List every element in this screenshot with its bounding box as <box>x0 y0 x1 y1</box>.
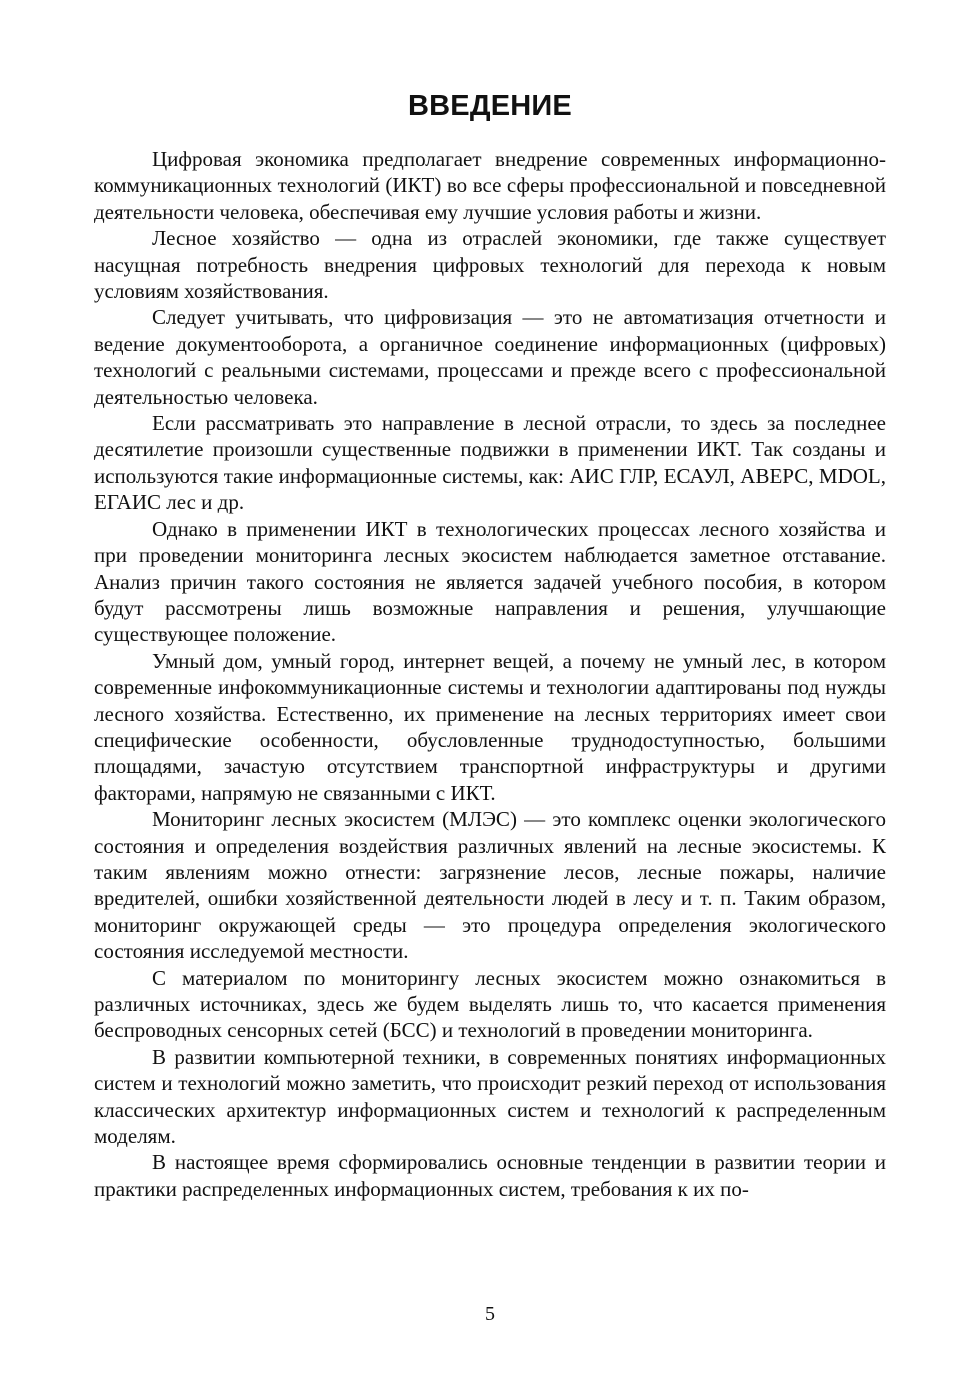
paragraph: Умный дом, умный город, интернет вещей, а почему не умный лес, в котором современные инфокоммуникационные системы и технологии адаптированы под нужды лесного хозяйства. Естественно, их применение на лесных территориях имеет свои специфические особенности, обусловленные труднодоступностью, большими площадями, зачастую отсутствием транспортной инфраструктуры и другими факторами, напрямую не связанными с ИКТ. <box>94 648 886 805</box>
paragraph: Цифровая экономика предполагает внедрение современных информационно-коммуникационных технологий (ИКТ) во все сферы профессиональной и повседневной деятельности человека, обеспечивая ему лучшие условия работы и жизни. <box>94 147 886 224</box>
paragraph: С материалом по мониторингу лесных экосистем можно ознакомиться в различных источниках, здесь же будем выделять лишь то, что касается применения беспроводных сенсорных сетей (БСС) и технологий в проведении мониторинга. <box>94 965 886 1043</box>
paragraph-last: В настоящее время сформировались основные тенденции в развитии теории и практики распределенных информационных систем, требования к их по- <box>94 1150 886 1201</box>
body-text <box>94 146 886 1202</box>
paragraph: Мониторинг лесных экосистем (МЛЭС) — это комплекс оценки экологического состояния и определения воздействия различных явлений на лесные экосистемы. К таким явлениям можно отнести: загрязнение лесов, лесные пожары, наличие вредителей, ошибки хозяйственной деятельности людей в лесу и т. п. Таким образом, мониторинг окружающей среды — это процедура определения экологического состояния исследуемой местности. <box>94 807 886 964</box>
paragraph: Однако в применении ИКТ в технологических процессах лесного хозяйства и при проведении мониторинга лесных экосистем наблюдается заметное отставание. Анализ причин такого состояния не является задачей учебного пособия, в котором будут рассмотрены лишь возможные направления и решения, улучшающие существующее положение. <box>94 516 886 647</box>
paragraph: Лесное хозяйство — одна из отраслей экономики, где также существует насущная потребность внедрения цифровых технологий для перехода к новым условиям хозяйствования. <box>94 226 886 304</box>
paragraph: В развитии компьютерной техники, в современных понятиях информационных систем и технологий можно заметить, что происходит резкий переход от использования классических архитектур информационных систем и технологий к распределенным моделям. <box>94 1044 886 1149</box>
paragraph: Следует учитывать, что цифровизация — это не автоматизация отчетности и ведение документооборота, а органичное соединение информационных (цифровых) технологий с реальными системами, процессами и прежде всего с профессиональной деятельностью человека. <box>94 305 886 409</box>
page-title: ВВЕДЕНИЕ <box>408 90 572 122</box>
paragraph: Если рассматривать это направление в лесной отрасли, то здесь за последнее десятилетие произошли существенные подвижки в применении ИКТ. Так созданы и используются такие информационные системы, как: АИС ГЛР, ЕСАУЛ, АВЕРС, MDOL, ЕГАИС лес и др. <box>94 411 886 515</box>
page-number: 5 <box>485 1303 495 1325</box>
